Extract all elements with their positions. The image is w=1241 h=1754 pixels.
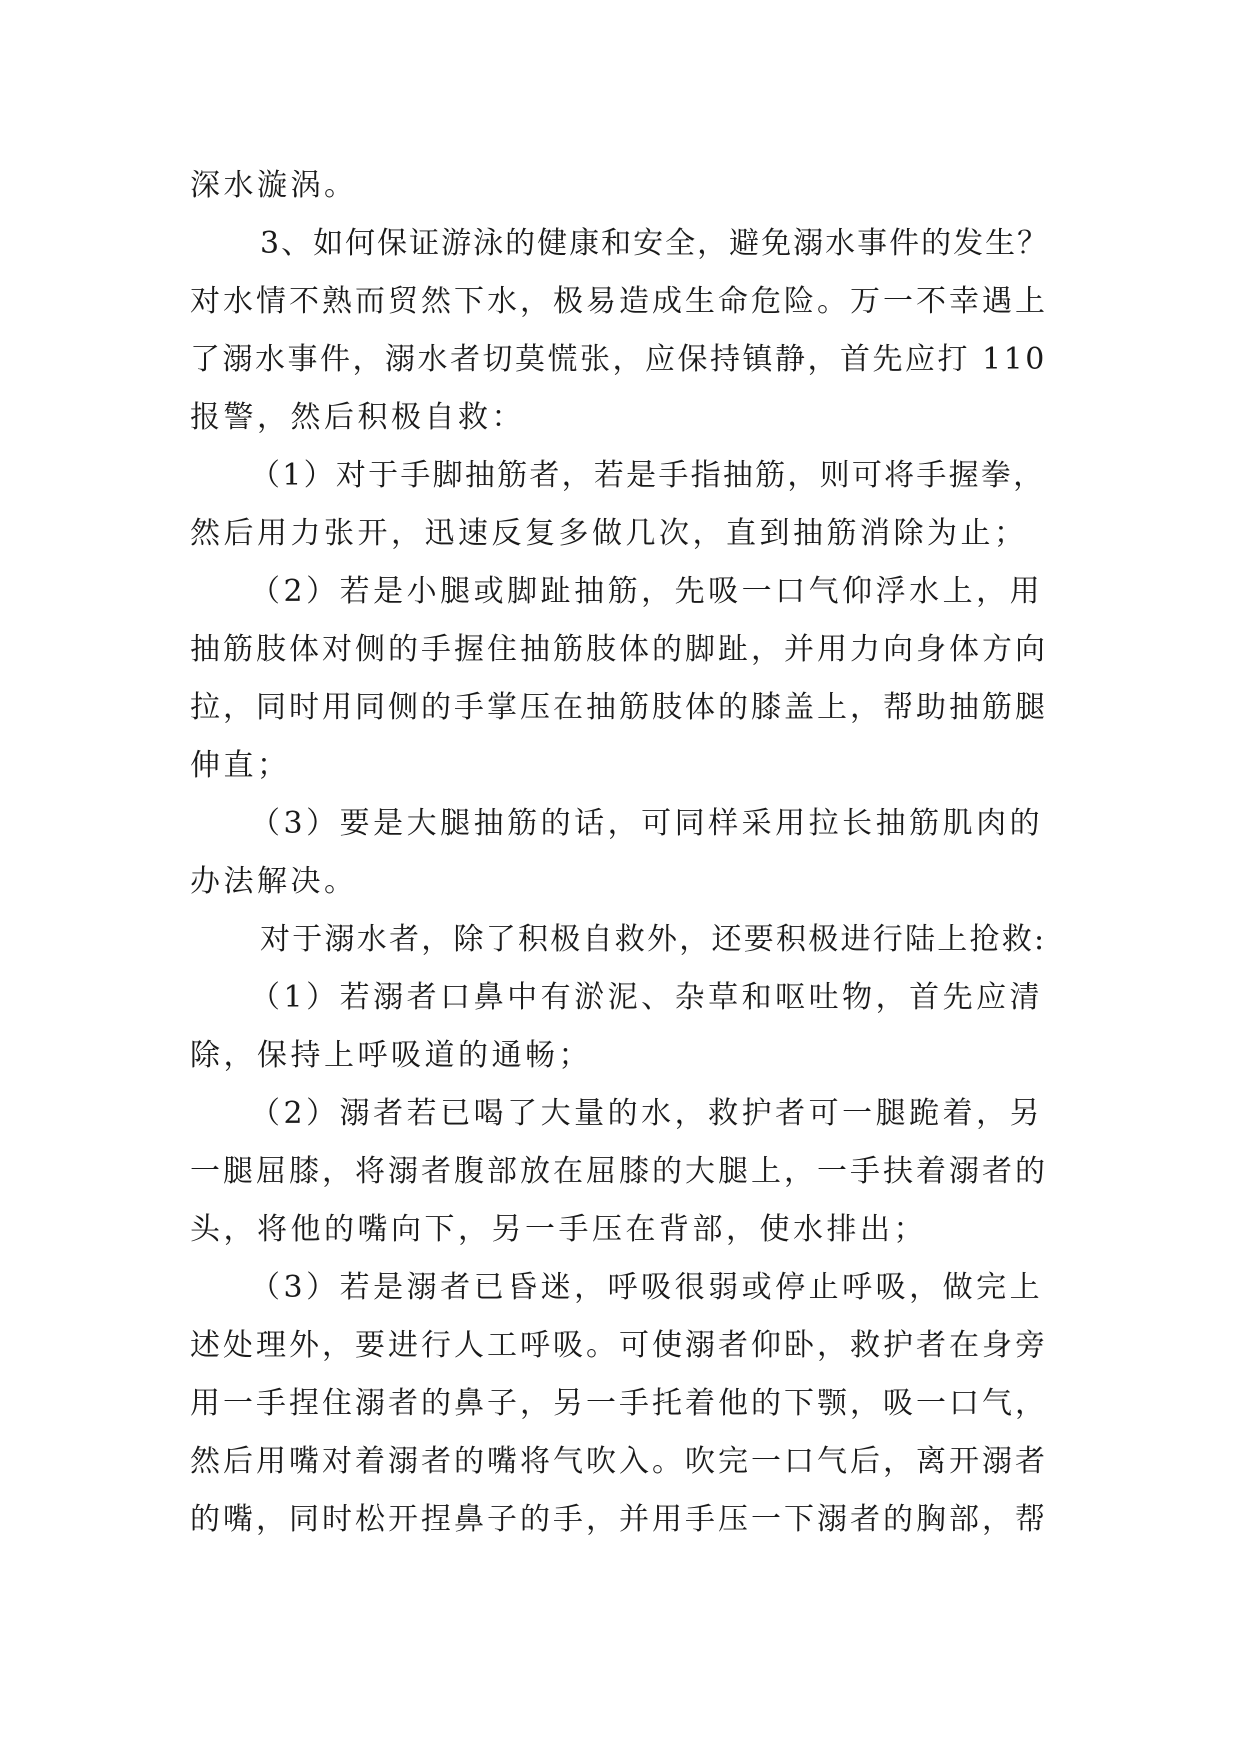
text-line: 了溺水事件，溺水者切莫慌张，应保持镇静，首先应打 110 <box>190 342 1047 377</box>
list-item-line: （1）若溺者口鼻中有淤泥、杂草和呕吐物，首先应清 <box>250 980 1044 1015</box>
list-item-line: （2）若是小腿或脚趾抽筋，先吸一口气仰浮水上，用 <box>250 574 1044 609</box>
list-item-line: （2）溺者若已喝了大量的水，救护者可一腿跪着，另 <box>250 1096 1044 1131</box>
text-line: 头，将他的嘴向下，另一手压在背部，使水排出； <box>190 1212 927 1247</box>
text-line: 伸直； <box>190 748 291 783</box>
text-line: 的嘴，同时松开捏鼻子的手，并用手压一下溺者的胸部，帮 <box>190 1502 1048 1537</box>
paragraph-line: 对于溺水者，除了积极自救外，还要积极进行陆上抢救: <box>260 922 1047 957</box>
text-line: 办法解决。 <box>190 864 358 899</box>
text-line: 然后用力张开，迅速反复多做几次，直到抽筋消除为止； <box>190 516 1028 551</box>
text-line: 然后用嘴对着溺者的嘴将气吹入。吹完一口气后，离开溺者 <box>190 1444 1048 1479</box>
list-item-line: （3）若是溺者已昏迷，呼吸很弱或停止呼吸，做完上 <box>250 1270 1044 1305</box>
list-item-line: （3）要是大腿抽筋的话，可同样采用拉长抽筋肌肉的 <box>250 806 1044 841</box>
text-line: 一腿屈膝，将溺者腹部放在屈膝的大腿上，一手扶着溺者的 <box>190 1154 1048 1189</box>
text-line: 拉，同时用同侧的手掌压在抽筋肢体的膝盖上，帮助抽筋腿 <box>190 690 1048 725</box>
text-line: 报警，然后积极自救： <box>190 400 525 435</box>
section-heading: 3、如何保证游泳的健康和安全，避免溺水事件的发生？ <box>260 226 1050 261</box>
text-line: 抽筋肢体对侧的手握住抽筋肢体的脚趾，并用力向身体方向 <box>190 632 1048 667</box>
text-line: 对水情不熟而贸然下水，极易造成生命危险。万一不幸遇上 <box>190 284 1048 319</box>
text-line: 述处理外，要进行人工呼吸。可使溺者仰卧，救护者在身旁 <box>190 1328 1048 1363</box>
text-line: 除，保持上呼吸道的通畅； <box>190 1038 592 1073</box>
text-line: 用一手捏住溺者的鼻子，另一手托着他的下颚，吸一口气， <box>190 1386 1048 1421</box>
text-line: 深水漩涡。 <box>190 168 358 203</box>
list-item-line: （1）对于手脚抽筋者，若是手指抽筋，则可将手握拳， <box>250 458 1046 493</box>
